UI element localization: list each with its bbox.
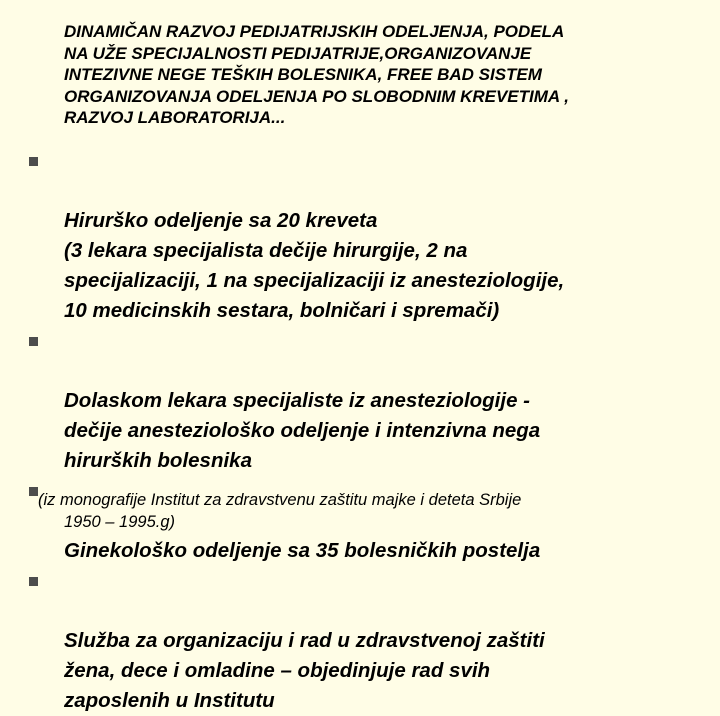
bullet-text: Hirurško odeljenje sa 20 kreveta (3 lekara specijalista dečije hirurgije, 2 na specijalizaciji, 1 na specijalizaciji iz anesteziologije, 10 medicinskih sestara, bolničari i spremači) — [64, 209, 565, 322]
bullet-list — [0, 146, 720, 716]
bullet-text: Dolaskom lekara specijaliste iz anesteziologije - dečije anesteziološko odeljenje i intenzivna nega hiruršk​ih bolesnika — [64, 389, 541, 472]
source-citation — [38, 489, 708, 533]
bullet-item-health-service — [0, 566, 714, 716]
square-bullet-icon — [29, 337, 38, 346]
bullet-text: Služba za organizaciju i rad u zdravstvenoj zaštiti žena, dece i omladine – objedinjuje rad svih zaposlenih u Institutu — [64, 629, 545, 712]
square-bullet-icon — [29, 577, 38, 586]
bullet-item-surgery — [0, 146, 714, 326]
bullet-text: Ginekološko odeljenje sa 35 bolesničkih postelja — [64, 539, 541, 562]
citation-line-1: (iz monografije Institut za zdravstvenu zaštitu majke i deteta Srbije — [38, 491, 522, 509]
slide-heading: DINAMIČAN RAZVOJ PEDIJATRIJSKIH ODELJENJA, PODELA NA UŽE SPECIJALNOSTI PEDIJATRIJE,ORGANIZOVANJE INTEZIVNE NEGE TEŠKIH BOLESNIKA, FREE BAD SISTEM ORGANIZOVANJA ODELJENJA PO SLOBODNIM KREVETIMA , RAZVOJ LABORATORIJA... — [64, 22, 570, 127]
square-bullet-icon — [29, 487, 38, 496]
square-bullet-icon — [29, 157, 38, 166]
bullet-item-anesthesiology — [0, 326, 714, 476]
citation-line-2: 1950 – 1995.g) — [64, 513, 176, 531]
